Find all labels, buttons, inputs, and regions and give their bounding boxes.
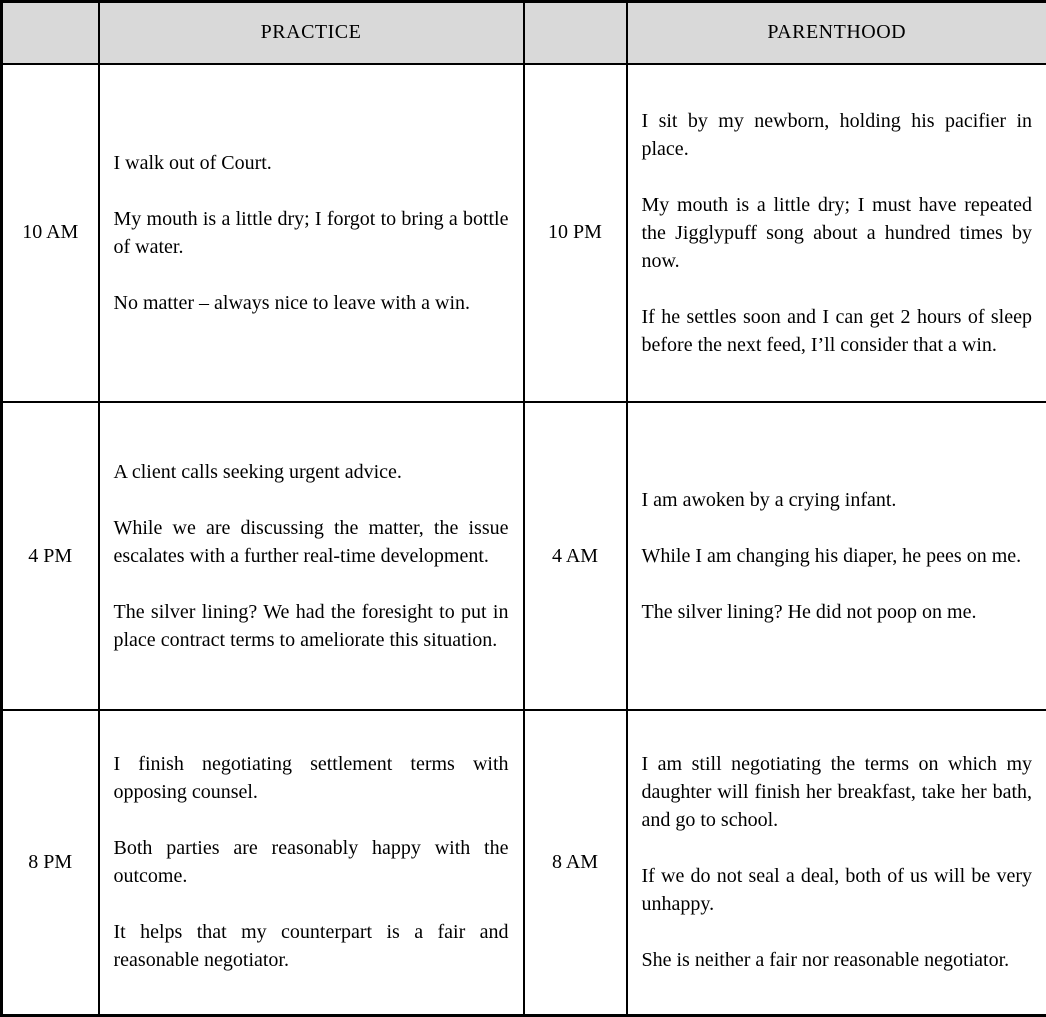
header-practice: PRACTICE bbox=[99, 2, 524, 64]
practice-time-cell: 10 AM bbox=[2, 64, 99, 403]
parenthood-time-cell: 10 PM bbox=[524, 64, 627, 403]
parenthood-time-cell: 8 AM bbox=[524, 710, 627, 1016]
table-row bbox=[2, 64, 1046, 403]
parenthood-paragraph: If we do not seal a deal, both of us will be very unhappy. bbox=[641, 865, 1032, 916]
table-header-row bbox=[2, 2, 1046, 64]
parenthood-cell bbox=[627, 64, 1046, 403]
parenthood-paragraph: If he settles soon and I can get 2 hours of sleep before the next feed, I’ll consider that a win. bbox=[641, 305, 1032, 356]
header-empty-right bbox=[524, 2, 627, 64]
parenthood-paragraph: I sit by my newborn, holding his pacifier in place. bbox=[641, 109, 1032, 160]
parenthood-paragraph: I am still negotiating the terms on which my daughter will finish her breakfast, take her bath, and go to school. bbox=[641, 753, 1032, 832]
practice-paragraph: No matter – always nice to leave with a win. bbox=[113, 291, 471, 314]
practice-paragraph: It helps that my counterpart is a fair and reasonable negotiator. bbox=[113, 921, 509, 972]
parenthood-paragraph: While I am changing his diaper, he pees on me. bbox=[641, 545, 1022, 568]
practice-paragraph: Both parties are reasonably happy with the outcome. bbox=[113, 837, 509, 888]
table-row bbox=[2, 402, 1046, 710]
parenthood-paragraph: I am awoken by a crying infant. bbox=[641, 489, 897, 512]
practice-paragraph: A client calls seeking urgent advice. bbox=[113, 461, 402, 484]
header-empty-left bbox=[2, 2, 99, 64]
practice-time-cell: 4 PM bbox=[2, 402, 99, 710]
parenthood-time-cell: 4 AM bbox=[524, 402, 627, 710]
practice-paragraph: My mouth is a little dry; I forgot to bring a bottle of water. bbox=[113, 207, 509, 258]
parenthood-cell bbox=[627, 710, 1046, 1016]
practice-paragraph: I finish negotiating settlement terms with opposing counsel. bbox=[113, 753, 509, 804]
practice-paragraph: The silver lining? We had the foresight to put in place contract terms to ameliorate this situation. bbox=[113, 601, 509, 652]
practice-paragraph: While we are discussing the matter, the issue escalates with a further real-time development. bbox=[113, 517, 509, 568]
parenthood-paragraph: My mouth is a little dry; I must have repeated the Jigglypuff song about a hundred times by now. bbox=[641, 193, 1032, 272]
parenthood-paragraph: The silver lining? He did not poop on me. bbox=[641, 601, 977, 624]
practice-cell bbox=[99, 402, 524, 710]
header-parenthood: PARENTHOOD bbox=[627, 2, 1046, 64]
practice-cell bbox=[99, 710, 524, 1016]
table-row bbox=[2, 710, 1046, 1016]
parenthood-cell bbox=[627, 402, 1046, 710]
practice-paragraph: I walk out of Court. bbox=[113, 151, 272, 174]
practice-cell bbox=[99, 64, 524, 403]
parenthood-paragraph: She is neither a fair nor reasonable negotiator. bbox=[641, 949, 1010, 972]
practice-time-cell: 8 PM bbox=[2, 710, 99, 1016]
